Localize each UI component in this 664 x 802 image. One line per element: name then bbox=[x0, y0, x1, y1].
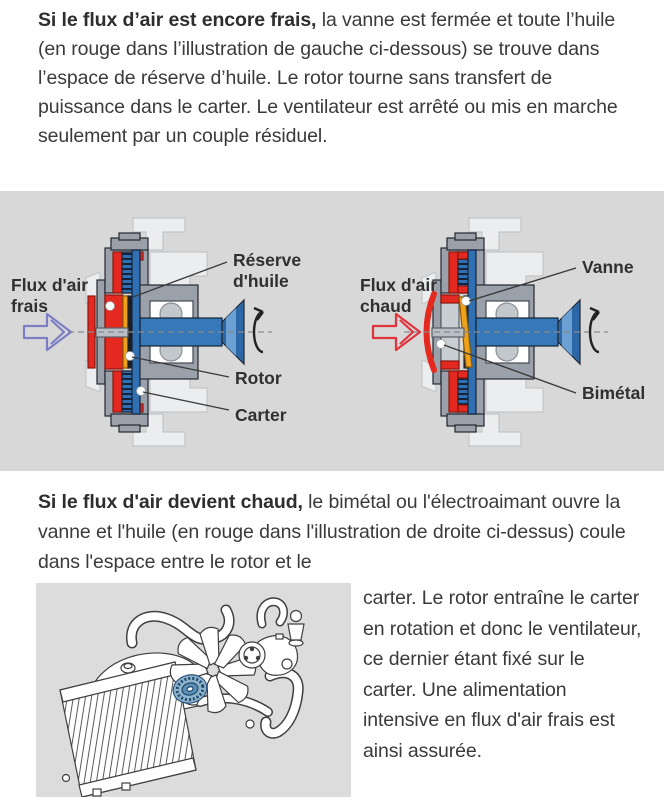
paragraph-hot-body: le bimétal ou l'électroaimant ouvre la vanne et l'huile (en rouge dans l'illustration de droite ci-dessus) coule dans l'espace entre le rotor et le bbox=[38, 491, 626, 573]
cool-air-arrow-icon bbox=[24, 314, 71, 350]
hot-air-arrow-icon bbox=[373, 314, 420, 350]
paragraph-hot-airflow-continuation: carter. Le rotor entraîne le carter en rotation et donc le ventilateur, ce dernier étant fixé sur le carter. Une alimentation intensive en flux d'air frais est ainsi assurée. bbox=[363, 587, 642, 762]
label-carter: Carter bbox=[235, 405, 287, 425]
label-reserve-line2: d'huile bbox=[233, 271, 289, 291]
hot-flow-label-line1: Flux d'air bbox=[360, 275, 438, 295]
paragraph-cool-lead: Si le flux d’air est encore frais, bbox=[38, 9, 317, 31]
hot-clutch-diagram bbox=[332, 191, 664, 471]
diagram-band bbox=[0, 191, 664, 471]
paragraph-hot-lead: Si le flux d'air devient chaud, bbox=[38, 491, 303, 513]
cooling-fan bbox=[170, 627, 256, 712]
label-reserve-line1: Réserve bbox=[233, 250, 302, 270]
radiator-cap bbox=[121, 663, 135, 673]
cooling-system-drawing bbox=[36, 583, 351, 797]
paragraph-hot-airflow bbox=[38, 487, 640, 577]
hot-flow-label-line2: chaud bbox=[360, 296, 412, 316]
rotation-arrow-icon bbox=[590, 308, 599, 352]
bypass-elbow-hose bbox=[261, 602, 284, 624]
cool-flow-label-line1: Flux d'air bbox=[11, 275, 89, 295]
cool-flow-label-line2: frais bbox=[11, 296, 48, 316]
paragraph-cool-airflow bbox=[38, 6, 638, 151]
label-vanne: Vanne bbox=[582, 257, 634, 277]
rotation-arrow-icon bbox=[254, 308, 263, 352]
paragraph-cool-body: la vanne est fermée et toute l’huile (en rouge dans l’illustration de gauche ci-dessous) se trouve dans l’espace de réserve d’huile. Le rotor tourne sans transfert de puissance dans le carter. Le ventilateur est arrêté ou mis en marche seulement par un couple résiduel. bbox=[38, 9, 618, 147]
label-bimetal: Bimétal bbox=[582, 383, 646, 403]
thermostat bbox=[288, 611, 304, 647]
lower-radiator-hose bbox=[266, 673, 299, 733]
cold-clutch-diagram bbox=[0, 191, 332, 471]
label-rotor: Rotor bbox=[235, 368, 282, 388]
cooling-system-illustration bbox=[36, 583, 351, 797]
